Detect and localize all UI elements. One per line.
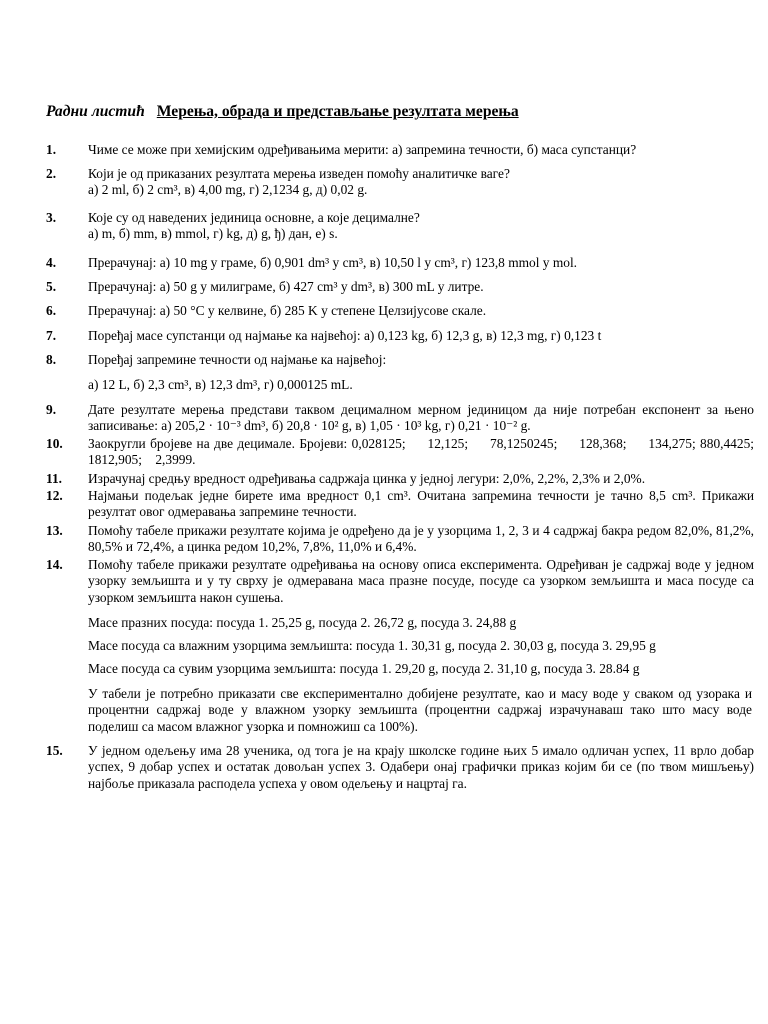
question-text: Најмањи подељак једне бирете има вредност 0,1 cm³. Очитана запремина течности је тачно 8,5 cm³. Прикажи резултат овог одмеравања запремине течности. bbox=[88, 488, 754, 520]
question-2 bbox=[46, 166, 754, 199]
question-4 bbox=[46, 255, 754, 271]
question-options: а) m, б) mm, в) mmol, г) kg, д) g, ђ) дан, е) s. bbox=[88, 226, 338, 242]
title-main: Мерења, обрада и представљање резултата мерења bbox=[156, 103, 519, 120]
wet-sample-masses: Масе посуда са влажним узорцима земљишта: посуда 1. 30,31 g, посуда 2. 30,03 g, посуда 3. 29,95 g bbox=[88, 638, 656, 653]
question-number: 1. bbox=[46, 142, 57, 157]
question-number: 6. bbox=[46, 303, 57, 318]
question-number: 5. bbox=[46, 279, 57, 294]
question-14 bbox=[46, 557, 754, 606]
question-9 bbox=[46, 402, 754, 435]
question-number: 7. bbox=[46, 328, 57, 343]
question-text: Чиме се може при хемијским одређивањима мерити: а) запремина течности, б) маса супстанци? bbox=[88, 142, 637, 157]
question-number: 12. bbox=[46, 488, 63, 503]
question-text: Заокругли бројеве на две децимале. Бројеви: 0,028125; 12,125; 78,1250245; 128,368; 134,275; 880,4425; 1812,905; 2,3999. bbox=[88, 436, 768, 468]
question-3 bbox=[46, 210, 754, 243]
question-11 bbox=[46, 471, 754, 487]
question-options: а) 2 ml, б) 2 cm³, в) 4,00 mg, г) 2,1234 g, д) 0,02 g. bbox=[88, 182, 368, 198]
question-number: 3. bbox=[46, 210, 57, 225]
question-13 bbox=[46, 523, 754, 556]
question-5 bbox=[46, 279, 754, 295]
question-12 bbox=[46, 488, 754, 521]
question-number: 13. bbox=[46, 523, 63, 538]
empty-dish-masses: Масе празних посуда: посуда 1. 25,25 g, посуда 2. 26,72 g, посуда 3. 24,88 g bbox=[88, 615, 517, 630]
question-text: Дате резултате мерења представи таквом децималном мерном јединицом да није потребан експонент за њено записивање: а) 205,2 · 10⁻³ dm³, б) 20,8 · 10² g, в) 1,05 · 10³ kg, г) 0,21 · 10⁻² g. bbox=[88, 402, 754, 434]
question-text: Које су од наведених јединица основне, а које децималне? bbox=[88, 210, 420, 225]
question-number: 10. bbox=[46, 436, 63, 451]
question-text: Израчунај средњу вредност одређивања садржаја цинка у једној легури: 2,0%, 2,2%, 2,3% и 2,0%. bbox=[88, 471, 646, 486]
question-text: У једном одељењу има 28 ученика, од тога је на крају школске године њих 5 имало одличан успех, 11 врло добар успех, 9 добар успех и остатак довољан успех 3. Одабери онај графички приказ којим би се (по твом мишљењу) најбоље приказала расподела успеха у овом одељењу и нацртај га. bbox=[88, 743, 754, 791]
question-number: 15. bbox=[46, 743, 63, 758]
question-1 bbox=[46, 142, 754, 158]
title-lead: Радни листић bbox=[46, 103, 145, 120]
question-7 bbox=[46, 328, 754, 344]
question-number: 8. bbox=[46, 352, 57, 367]
question-15 bbox=[46, 743, 754, 792]
question-number: 9. bbox=[46, 402, 57, 417]
question-10 bbox=[46, 436, 768, 469]
question-text: Поређај запремине течности од најмање ка највећој: bbox=[88, 352, 387, 367]
question-number: 2. bbox=[46, 166, 57, 181]
question-number: 11. bbox=[46, 471, 62, 486]
question-text: Поређај масе супстанци од најмање ка највећој: а) 0,123 kg, б) 12,3 g, в) 12,3 mg, г) 0,123 t bbox=[88, 328, 602, 343]
question-number: 4. bbox=[46, 255, 57, 270]
question-options: а) 12 L, б) 2,3 cm³, в) 12,3 dm³, г) 0,000125 mL. bbox=[88, 377, 353, 393]
question-number: 14. bbox=[46, 557, 63, 572]
table-instructions: У табели је потребно приказати све експериментално добијене резултате, као и масу воде у сваком од узорака и процентни садржај воде у влажном узорку земљишта (процентни садржај израчунаваш тако што масу воде поделиш са масом влажног узорка и помножиш са 100%). bbox=[88, 686, 752, 734]
dry-sample-masses: Масе посуда са сувим узорцима земљишта: посуда 1. 29,20 g, посуда 2. 31,10 g, посуда 3. 28.84 g bbox=[88, 661, 640, 676]
question-text: Помоћу табеле прикажи резултате одређивања на основу описа експеримента. Одређиван је садржај воде у једном узорку земљишта и у ту сврху је одмеравана маса празне посуде, посуде са узорком земљишта и маса посуде са узорком земљишта након сушења. bbox=[88, 557, 754, 605]
question-text: Прерачунај: а) 50 °C у келвине, б) 285 K у степене Целзијусове скале. bbox=[88, 303, 487, 318]
question-text: Који је од приказаних резултата мерења изведен помоћу аналитичке ваге? bbox=[88, 166, 510, 181]
worksheet-title bbox=[46, 103, 519, 121]
question-8 bbox=[46, 352, 754, 394]
question-6 bbox=[46, 303, 754, 319]
question-text: Прерачунај: а) 50 g у милиграме, б) 427 cm³ у dm³, в) 300 mL у литре. bbox=[88, 279, 484, 294]
question-text: Прерачунај: а) 10 mg у граме, б) 0,901 dm³ у cm³, в) 10,50 l у cm³, г) 123,8 mmol у mol. bbox=[88, 255, 578, 270]
question-text: Помоћу табеле прикажи резултате којима је одређено да је у узорцима 1, 2, 3 и 4 садржај бакра редом 82,0%, 81,2%, 80,5% и 72,4%, а цинка редом 10,2%, 7,8%, 11,0% и 6,4%. bbox=[88, 523, 754, 555]
